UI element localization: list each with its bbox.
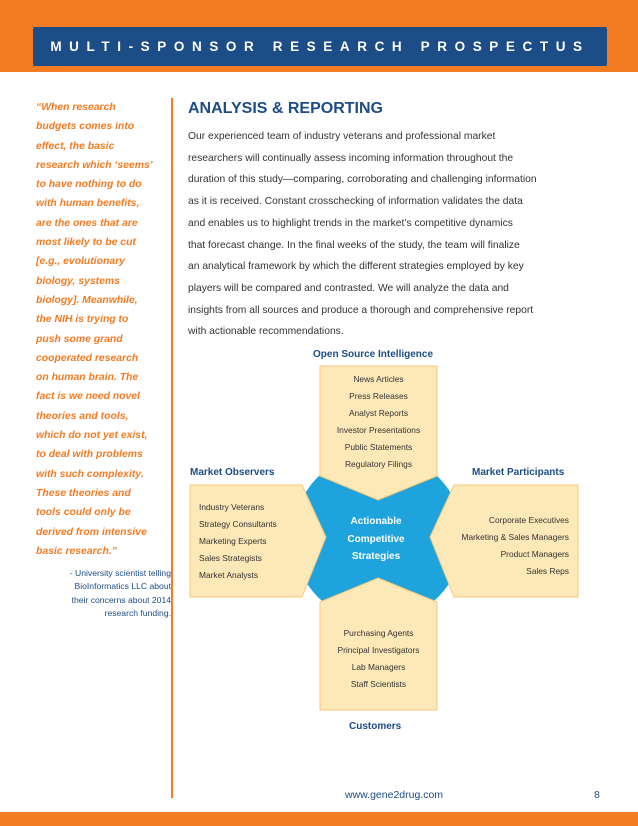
- list-item: Strategy Consultants: [199, 519, 277, 529]
- quote-line: which do not yet exist,: [36, 430, 148, 442]
- attribution-line: their concerns about 2014: [71, 594, 171, 605]
- top-source-items: [320, 371, 437, 473]
- section-heading: ANALYSIS & REPORTING: [188, 100, 383, 117]
- quote-line: cooperated research: [36, 352, 139, 364]
- quote-line: fact is we need novel: [36, 391, 140, 403]
- center-line: Actionable: [350, 516, 402, 527]
- list-item: Market Analysts: [199, 570, 259, 580]
- list-item: Purchasing Agents: [343, 628, 414, 638]
- body-line: players will be compared and contrasted. We will analyze the data and: [188, 282, 509, 294]
- list-item: Corporate Executives: [488, 515, 569, 525]
- list-item: Product Managers: [500, 549, 569, 559]
- quote-line: basic research.”: [36, 545, 117, 557]
- list-item: Marketing & Sales Managers: [461, 532, 569, 542]
- list-item: Industry Veterans: [199, 502, 265, 512]
- list-item: Sales Reps: [526, 566, 569, 576]
- quote-line: [e.g., evolutionary: [36, 256, 125, 268]
- attribution-line: - University scientist telling: [69, 568, 171, 579]
- quote-line: the NIH is trying to: [36, 314, 129, 326]
- quote-line: most likely to be cut: [36, 237, 136, 249]
- list-item: Press Releases: [349, 391, 408, 401]
- left-source-items: [199, 499, 277, 584]
- quote-line: to have nothing to do: [36, 179, 142, 191]
- quote-line: derived from intensive: [36, 526, 147, 538]
- quote-line: with such complexity.: [36, 468, 144, 480]
- page-number: 8: [594, 789, 600, 801]
- list-item: Marketing Experts: [199, 536, 267, 546]
- attribution-line: research funding.: [104, 608, 171, 619]
- quote-line: on human brain. The: [36, 372, 139, 384]
- bottom-source-items: [320, 625, 437, 693]
- body-line: duration of this study—comparing, corroborating and challenging information: [188, 174, 537, 186]
- body-line: Our experienced team of industry veterans and professional market: [188, 131, 496, 142]
- center-line: Strategies: [351, 551, 401, 562]
- footer-band: [0, 812, 638, 826]
- list-item: Analyst Reports: [348, 408, 409, 418]
- banner-title: MULTI-SPONSOR RESEARCH PROSPECTUS: [50, 39, 590, 54]
- body-line: and enables us to highlight trends in the market’s competitive dynamics: [188, 217, 513, 229]
- body-line: insights from all sources and produce a thorough and comprehensive report: [188, 304, 534, 316]
- list-item: Lab Managers: [351, 662, 406, 672]
- label-open-source-intelligence: Open Source Intelligence: [313, 349, 434, 360]
- list-item: Staff Scientists: [350, 679, 407, 689]
- quote-line: theories and tools,: [36, 410, 129, 422]
- list-item: Sales Strategists: [199, 553, 262, 563]
- label-market-observers: Market Observers: [190, 467, 275, 478]
- quote-line: to deal with problems: [36, 449, 143, 461]
- list-item: News Articles: [353, 374, 404, 384]
- quote-line: with human benefits,: [36, 198, 140, 210]
- list-item: Public Statements: [344, 442, 413, 452]
- body-line: with actionable recommendations.: [188, 326, 344, 338]
- body-line: as it is received. Constant crosschecking of information validates the data: [188, 196, 523, 208]
- center-line: Competitive: [347, 533, 405, 545]
- body-line: researchers will continually assess incoming information throughout the: [188, 152, 514, 164]
- quote-line: are the ones that are: [36, 217, 138, 229]
- right-source-items: [440, 512, 569, 580]
- attribution-line: BioInformatics LLC about: [74, 581, 171, 592]
- body-line: an analytical framework by which the different strategies employed by key: [188, 261, 524, 273]
- label-market-participants: Market Participants: [472, 467, 565, 478]
- quote-line: budgets comes into: [36, 121, 135, 133]
- footer-url[interactable]: www.gene2drug.com: [345, 789, 444, 801]
- list-item: Principal Investigators: [337, 645, 420, 655]
- quote-line: biology, systems: [36, 275, 120, 287]
- center-label: [328, 513, 424, 566]
- label-customers: Customers: [349, 721, 402, 732]
- quote-line: “When research: [36, 102, 116, 113]
- quote-line: tools could only be: [36, 507, 131, 519]
- quote-line: research which ‘seems’: [36, 159, 153, 171]
- quote-line: biology]. Meanwhile,: [36, 294, 138, 306]
- list-item: Regulatory Filings: [344, 459, 413, 469]
- list-item: Investor Presentations: [336, 425, 421, 435]
- quote-line: These theories and: [36, 487, 131, 499]
- quote-line: effect, the basic: [36, 140, 115, 152]
- quote-line: push some grand: [36, 333, 123, 345]
- body-line: that forecast change. In the final weeks of the study, the team will finalize: [188, 239, 520, 251]
